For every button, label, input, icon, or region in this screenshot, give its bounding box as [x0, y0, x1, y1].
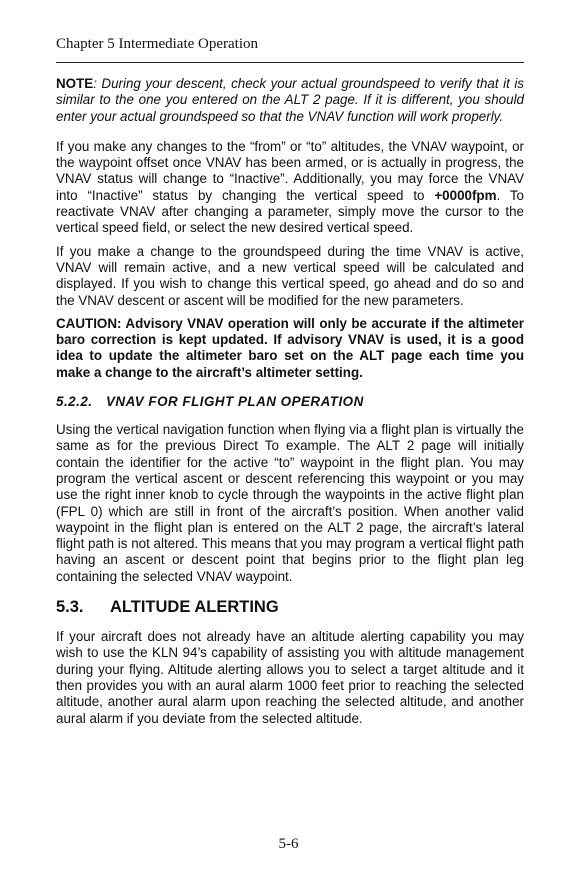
vertical-speed-value: +0000fpm [434, 187, 497, 203]
subsection-title: VNAV FOR FLIGHT PLAN OPERATION [106, 393, 364, 409]
note-paragraph [56, 76, 524, 125]
note-text: : During your descent, check your actual groundspeed to verify that it is similar to the one you entered on the ALT 2 page. If it is different, you should enter your actual groundspeed so that the VNAV function will work properly. [56, 76, 524, 124]
flight-plan-paragraph: Using the vertical navigation function when flying via a flight plan is virtually the same as for the previous Direct To example. The ALT 2 page will initially contain the identifier for the active “to” waypoint in the flight plan. You may program the vertical ascent or descent referencing this waypoint or you may use the right inner knob to cycle through the waypoints in the active flight plan (FPL 0) which are still in front of the aircraft’s position. When another valid waypoint in the flight plan is entered on the ALT 2 page, the aircraft’s lateral flight path is not altered. This means that you may program a vertical flight path having an ascent or descent point that begins prior to the flight plan leg containing the selected VNAV waypoint. [56, 422, 524, 584]
section-number: 5.3. [56, 597, 84, 616]
changes-text-2: . To reactivate VNAV after changing a parameter, simply move the cursor to the vertical speed field, or select the new desired vertical speed. [56, 187, 525, 236]
caution-paragraph: CAUTION: Advisory VNAV operation will only be accurate if the altimeter baro correction is kept updated. If advisory VNAV is used, it is a good idea to update the altimeter baro set on the ALT page each time you make a change to the aircraft’s altimeter setting. [56, 315, 524, 380]
changes-text-1: If you make any changes to the “from” or “to” altitudes, the VNAV waypoint, or the waypoint offset once VNAV has been armed, or is actually in progress, the VNAV status will change to “Inactive”. Additionally, you may force the VNAV into “Inactive” status by changing the vertical speed to [56, 138, 524, 203]
page-body [56, 72, 524, 727]
subsection-heading [56, 391, 524, 411]
note-label: NOTE [56, 76, 94, 91]
changes-paragraph [56, 139, 524, 237]
header-rule [56, 62, 524, 63]
groundspeed-paragraph: If you make a change to the groundspeed during the time VNAV is active, VNAV will remain active, and a new vertical speed will be calculated and displayed. If you wish to change this vertical speed, go ahead and do so and the VNAV descent or ascent will be modified for the new parameters. [56, 243, 524, 308]
subsection-number: 5.2.2. [56, 393, 93, 409]
page-number: 5-6 [278, 836, 299, 852]
altitude-alerting-paragraph: If your aircraft does not already have an altitude alerting capability you may wish to use the KLN 94’s capability of assisting you with altitude management during your flying. Altitude alerting allows you to select a target altitude and it then provides you with an aural alarm 1000 feet prior to reaching the selected altitude, another aural alarm upon reaching the selected altitude, and another aural alarm if you deviate from the selected altitude. [56, 629, 524, 726]
section-title: ALTITUDE ALERTING [110, 597, 279, 616]
section-heading [56, 596, 524, 618]
chapter-header: Chapter 5 Intermediate Operation [56, 36, 259, 52]
